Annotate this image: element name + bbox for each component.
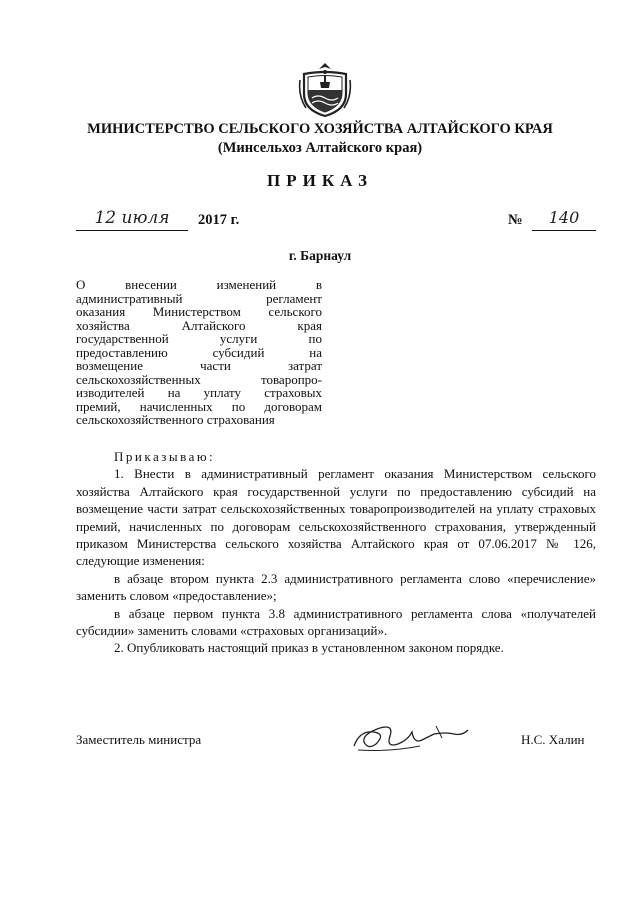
subject-line: возмещение части затрат [76, 358, 322, 373]
subject-line: изводителей на уплату страховых [76, 385, 322, 400]
order-body [76, 448, 596, 657]
order-subject [76, 278, 322, 427]
body-paragraph: 1. Внести в административный регламент оказания Министерством сельского хозяйства Алтайского края государственной услуги по предоставлению субсидий на возмещение части затрат сельскохозяйственных товаропроизводителей на уплату страховых премий, начисленных по договорам сельскохозяйственного страхования, утвержденный приказом Министерства сельского хозяйства Алтайского края от 07.06.2017 № 126, следующие изменения: [76, 466, 596, 569]
coat-of-arms-icon [298, 60, 352, 118]
ministry-short-name: (Минсельхоз Алтайского края) [217, 140, 423, 156]
order-date-number-row [76, 206, 596, 236]
order-number-label: № [508, 212, 523, 228]
order-number-handwritten: 140 [532, 206, 596, 231]
subject-line: премий, начисленных по договорам [76, 398, 322, 414]
order-date-handwritten: 12 июля [76, 206, 188, 231]
order-word: Приказываю: [114, 449, 216, 464]
subject-line: сельскохозяйственного страхования [76, 412, 275, 427]
subject-line: оказания Министерством сельского [76, 304, 322, 319]
body-paragraph: в абзаце первом пункта 3.8 административного регламента слова «получателей субсидии» заменить словами «страховых организаций». [76, 605, 596, 639]
order-city: г. Барнаул [288, 248, 352, 263]
subject-line: хозяйства Алтайского края [76, 317, 322, 333]
signer-name: Н.С. Халин [521, 732, 585, 747]
order-title: ПРИКАЗ [267, 171, 373, 190]
subject-line: административный регламент [76, 290, 322, 306]
handwritten-signature-icon [350, 720, 472, 754]
body-paragraph: 2. Опубликовать настоящий приказ в установленном законом порядке. [114, 640, 504, 656]
ministry-name: МИНИСТЕРСТВО СЕЛЬСКОГО ХОЗЯЙСТВА АЛТАЙСКОГО КРАЯ [87, 121, 553, 137]
ministry-header [40, 120, 600, 158]
subject-line: О внесении изменений в [76, 277, 322, 292]
subject-line: государственной услуги по [76, 331, 322, 346]
order-date-year: 2017 г. [198, 212, 240, 228]
body-paragraph: в абзаце втором пункта 2.3 административного регламента слово «перечисление» заменить словом «предоставление»; [76, 570, 596, 604]
subject-line: сельскохозяйственных товаропро- [76, 371, 322, 387]
signer-position: Заместитель министра [76, 732, 202, 747]
subject-line: предоставлению субсидий на [76, 344, 322, 360]
